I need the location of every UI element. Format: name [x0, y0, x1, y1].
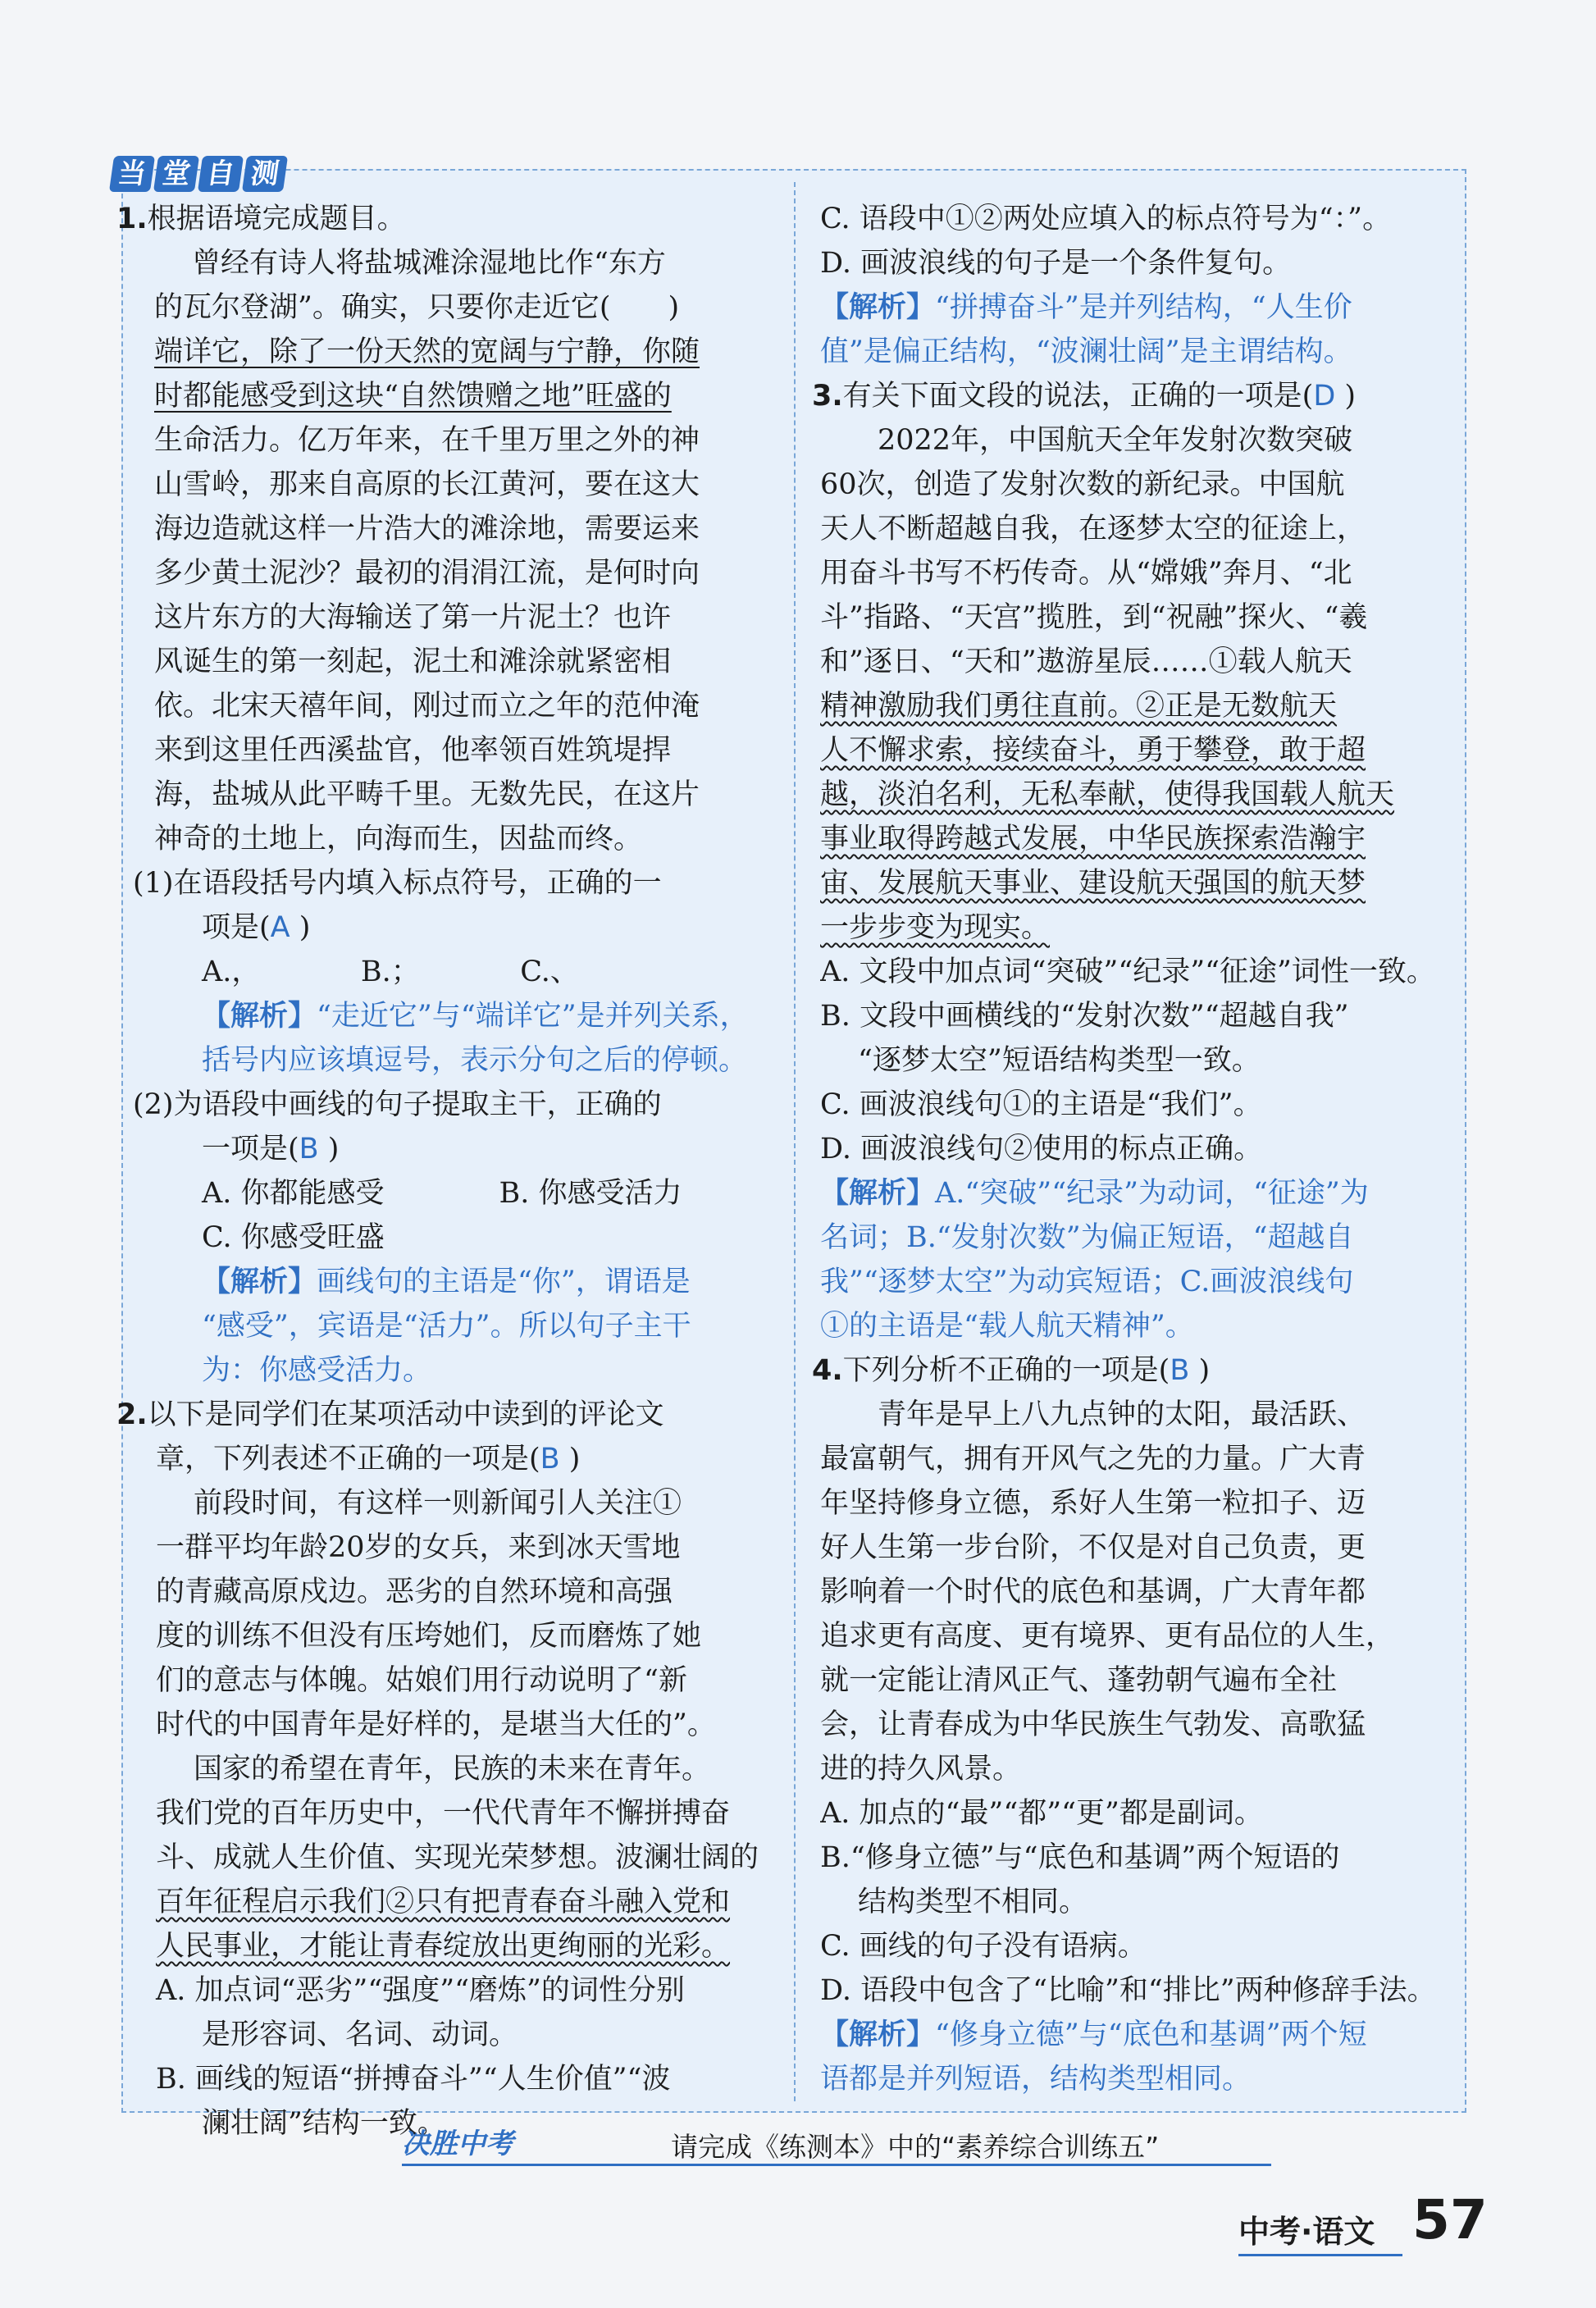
option-b: “逐梦太空”短语结构类型一致。: [858, 1044, 1261, 1077]
passage-line: 用奋斗书写不朽传奇。从“嫦娥”奔月、“北: [820, 557, 1352, 590]
question-number: 4.: [812, 1354, 843, 1387]
passage-line: 好人生第一步台阶，不仅是对自己负责，更: [820, 1531, 1366, 1564]
passage-line: 曾经有诗人将盐城滩涂湿地比作“东方: [192, 247, 666, 280]
passage-line: 事业取得跨越式发展，中华民族探索浩瀚宇: [820, 823, 1366, 855]
question-3-stem: 3.有关下面文段的说法，正确的一项是(D ): [812, 380, 1357, 413]
question-text: 根据语境完成题目。: [147, 203, 406, 235]
passage-line: 神奇的土地上，向海而生，因盐而终。: [154, 823, 643, 855]
passage-line: 60次，创造了发射次数的新纪录。中国航: [820, 468, 1345, 501]
sub-question-2-answer-line: 一项是(B ): [202, 1133, 340, 1165]
explanation: 【解析】画线句的主语是“你”，谓语是: [202, 1266, 691, 1298]
passage-line: 宙、发展航天事业、建设航天强国的航天梦: [820, 867, 1366, 900]
option-b: B. 文段中画横线的“发射次数”“超越自我”: [820, 1000, 1349, 1033]
badge-char: 测: [242, 156, 288, 192]
option-c: C. 语段中①②两处应填入的标点符号为“：”。: [820, 203, 1392, 235]
options: A. 你都能感受 B. 你感受活力: [202, 1177, 682, 1210]
question-2-stem: 章，下列表述不正确的一项是(B ): [156, 1443, 581, 1476]
passage-line: 斗”指路、“天宫”揽胜，到“祝融”探火、“羲: [820, 601, 1368, 634]
passage-line: 的瓦尔登湖”。确实，只要你走近它( ): [154, 291, 680, 324]
passage-line: 2022年，中国航天全年发射次数突破: [878, 424, 1353, 457]
passage-line: 的青藏高原戍边。恶劣的自然环境和高强: [156, 1576, 673, 1608]
sub-question-2: (2)为语段中画线的句子提取主干，正确的: [133, 1088, 662, 1121]
passage-line: 斗、成就人生价值、实现光荣梦想。波澜壮阔的: [156, 1841, 759, 1874]
passage-line: 进的持久风景。: [820, 1753, 1022, 1786]
subject-label: 中考·语文: [1238, 2214, 1375, 2250]
sub-question-1-answer-line: 项是(A ): [202, 911, 311, 944]
passage-line: 天人不断超越自我，在逐梦太空的征途上，: [820, 513, 1366, 545]
passage-line: 和”逐日、“天和”遨游星辰……①载人航天: [820, 645, 1352, 678]
passage-line: 这片东方的大海输送了第一片泥土？也许: [154, 601, 672, 634]
question-number: 3.: [812, 380, 843, 413]
option-a: A. 文段中加点词“突破”“纪录”“征途”词性一致。: [820, 956, 1435, 988]
passage-line: 来到这里任西溪盐官，他率领百姓筑堤捍: [154, 734, 672, 767]
passage-line: 风诞生的第一刻起，泥土和滩涂就紧密相: [154, 645, 672, 678]
option-d: D. 画波浪线的句子是一个条件复句。: [820, 247, 1292, 280]
option-c: C. 画线的句子没有语病。: [820, 1930, 1147, 1963]
passage-line: 最富朝气，拥有开风气之先的力量。广大青: [820, 1443, 1366, 1476]
sub-question-1: (1)在语段括号内填入标点符号，正确的一: [133, 867, 662, 900]
options: C. 你感受旺盛: [202, 1221, 385, 1254]
passage-line: 人不懈求索，接续奋斗，勇于攀登，敢于超: [820, 734, 1366, 767]
passage-line: 会，让青春成为中华民族生气勃发、高歌猛: [820, 1708, 1366, 1741]
badge-char: 堂: [153, 156, 199, 192]
explanation: 【解析】“修身立德”与“底色和基调”两个短: [820, 2018, 1367, 2051]
right-column: [812, 197, 1460, 2101]
question-2-stem: 2.以下是同学们在某项活动中读到的评论文: [116, 1398, 664, 1431]
passage-line: 依。北宋天禧年间，刚过而立之年的范仲淹: [154, 690, 700, 723]
passage-line: 精神激励我们勇往直前。②正是无数航天: [820, 690, 1338, 723]
passage-line: 时代的中国青年是好样的，是堪当大任的”。: [156, 1708, 716, 1741]
badge-char: 自: [198, 156, 244, 192]
subject-underline: [1238, 2254, 1402, 2256]
explanation: “感受”，宾语是“活力”。所以句子主干: [202, 1310, 691, 1343]
footer-logo: 决胜中考: [402, 2128, 513, 2160]
explanation: ①的主语是“载人航天精神”。: [820, 1310, 1194, 1343]
passage-line: 就一定能让清风正气、蓬勃朝气遍布全社: [820, 1664, 1338, 1697]
passage-line: 越，淡泊名利，无私奉献，使得我国载人航天: [820, 778, 1395, 811]
passage-line: 青年是早上八九点钟的太阳，最活跃、: [878, 1398, 1366, 1431]
option-b: B. 画线的短语“拼搏奋斗”“人生价值”“波: [156, 2063, 671, 2096]
passage-line: 一步步变为现实。: [820, 911, 1051, 944]
answer: B: [540, 1443, 560, 1476]
passage-line: 前段时间，有这样一则新闻引人关注①: [194, 1487, 682, 1520]
explanation: 【解析】“走近它”与“端详它”是并列关系，: [202, 1000, 749, 1033]
section-badge: [112, 156, 285, 192]
explanation: 名词；B.“发射次数”为偏正短语，“超越自: [820, 1221, 1354, 1254]
passage-line: 多少黄土泥沙？最初的涓涓江流，是何时向: [154, 557, 700, 590]
option-c: C. 画波浪线句①的主语是“我们”。: [820, 1088, 1262, 1121]
explanation: 为：你感受活力。: [202, 1354, 432, 1387]
answer: A: [270, 911, 290, 944]
passage-line: 国家的希望在青年，民族的未来在青年。: [194, 1753, 711, 1786]
explanation: 语都是并列短语，结构类型相同。: [820, 2063, 1252, 2096]
passage-line: 时都能感受到这块“自然馈赠之地”旺盛的: [154, 380, 672, 413]
question-number: 1.: [116, 203, 148, 235]
answer: B: [1170, 1354, 1190, 1387]
explanation: 我”“逐梦太空”为动宾短语；C.画波浪线句: [820, 1266, 1354, 1298]
option-a: 是形容词、名词、动词。: [202, 2018, 518, 2051]
passage-line: 端详它，除了一份天然的宽阔与宁静，你随: [154, 335, 700, 368]
passage-line: 一群平均年龄20岁的女兵，来到冰天雪地: [156, 1531, 681, 1564]
passage-line: 影响着一个时代的底色和基调，广大青年都: [820, 1576, 1366, 1608]
passage-line: 海边造就这样一片浩大的滩涂地，需要运来: [154, 513, 700, 545]
option-d: D. 语段中包含了“比喻”和“排比”两种修辞手法。: [820, 1974, 1436, 2007]
option-d: D. 画波浪线句②使用的标点正确。: [820, 1133, 1263, 1165]
options: A.， B.； C.、: [202, 956, 579, 988]
passage-line: 追求更有高度、更有境界、更有品位的人生，: [820, 1620, 1395, 1653]
question-4-stem: 4.下列分析不正确的一项是(B ): [812, 1354, 1211, 1387]
footer-instruction: 请完成《练测本》中的“素养综合训练五”: [671, 2131, 1160, 2163]
passage-line: 人民事业，才能让青春绽放出更绚丽的光彩。: [156, 1930, 731, 1963]
passage-line: 生命活力。亿万年来，在千里万里之外的神: [154, 424, 700, 457]
left-column: [116, 197, 773, 2146]
option-b: 澜壮阔”结构一致。: [202, 2107, 446, 2140]
passage-line: 百年征程启示我们②只有把青春奋斗融入党和: [156, 1886, 731, 1918]
explanation: 括号内应该填逗号，表示分句之后的停顿。: [202, 1044, 748, 1077]
passage-line: 度的训练不但没有压垮她们，反而磨炼了她: [156, 1620, 702, 1653]
option-a: A. 加点的“最”“都”“更”都是副词。: [820, 1797, 1263, 1830]
option-a: A. 加点词“恶劣”“强度”“磨炼”的词性分别: [156, 1974, 685, 2007]
option-b: B.“修身立德”与“底色和基调”两个短语的: [820, 1841, 1340, 1874]
option-b: 结构类型不相同。: [858, 1886, 1088, 1918]
question-number: 2.: [116, 1398, 148, 1431]
answer: D: [1313, 380, 1336, 413]
passage-line: 年坚持修身立德，系好人生第一粒扣子、迈: [820, 1487, 1366, 1520]
column-divider: [794, 182, 796, 2101]
page-number: 57: [1412, 2188, 1488, 2251]
explanation: 【解析】A.“突破”“纪录”为动词，“征途”为: [820, 1177, 1369, 1210]
passage-line: 我们党的百年历史中，一代代青年不懈拼搏奋: [156, 1797, 731, 1830]
question-1-stem: [116, 197, 773, 241]
badge-char: 当: [109, 156, 155, 192]
passage-line: 海，盐城从此平畴千里。无数先民，在这片: [154, 778, 700, 811]
explanation: 【解析】“拼搏奋斗”是并列结构，“人生价: [820, 291, 1352, 324]
passage-line: 们的意志与体魄。姑娘们用行动说明了“新: [156, 1664, 687, 1697]
answer: B: [299, 1133, 319, 1165]
explanation: 值”是偏正结构，“波澜壮阔”是主谓结构。: [820, 335, 1352, 368]
passage-line: 山雪岭，那来自高原的长江黄河，要在这大: [154, 468, 700, 501]
